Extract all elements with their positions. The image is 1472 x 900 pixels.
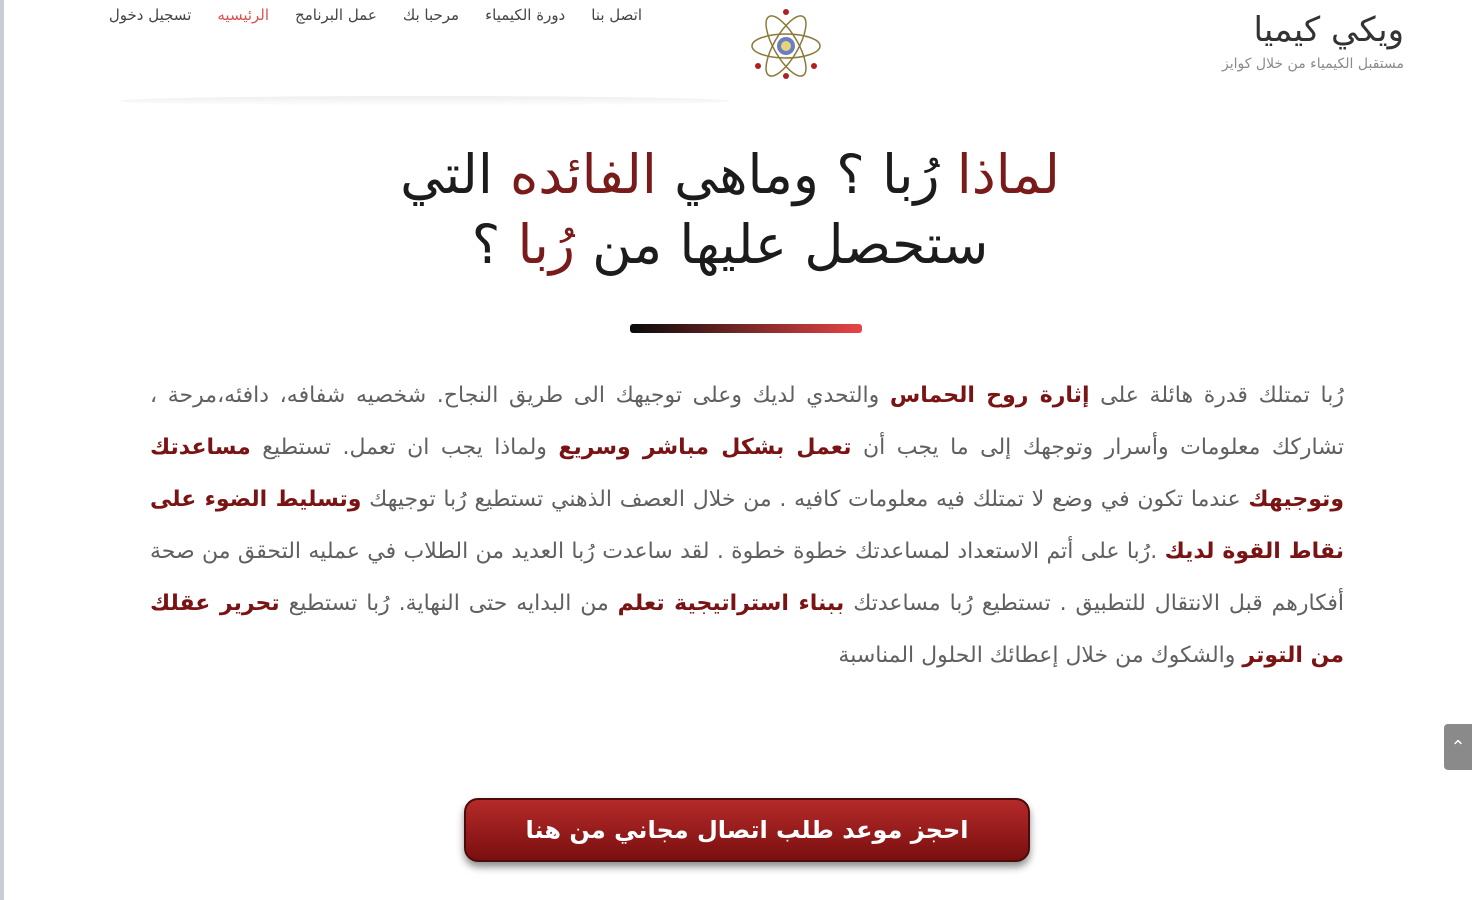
scroll-to-top-button[interactable] [1444,724,1472,770]
headline-line-1 [240,140,1220,210]
brand[interactable] [1222,10,1404,72]
site-tagline: مستقبل الكيمياء من خلال كوايز [1222,56,1404,72]
headline-text: رُبا ؟ وماهي [656,143,957,206]
headline-accent-benefit: الفائده [510,143,657,206]
headline-line-2 [240,210,1220,280]
nav-item-home[interactable]: الرئيسيه [217,6,270,24]
nav-item-welcome[interactable]: مرحبا بك [402,6,460,24]
headline-text: التي [400,143,510,206]
chevron-up-icon: ⌃ [1450,736,1466,758]
body-highlight: تعمل بشكل مباشر وسريع [558,435,852,460]
nav-item-chemistry-course[interactable]: دورة الكيمياء [485,6,566,24]
body-text: .رُبا على أتم الاستعداد لمساعدتك خطوة خطوة . لقد ساعدت رُبا العديد من الطلاب في عمليه التحقق من صحة أفكارهم قبل الانتقال للتطبيق . تستطيع رُبا مساعدتك [150,539,1344,616]
window-left-edge [0,0,4,900]
header-shadow [120,96,730,106]
body-text: ولماذا يجب ان تعمل. تستطيع [250,435,559,460]
body-highlight: مساعدتك وتوجيهك [150,435,1344,512]
nav-item-login[interactable]: تسجيل دخول [108,6,192,24]
nav-item-how-it-works[interactable]: عمل البرنامج [295,6,377,24]
body-highlight: وتسليط الضوء على نقاط القوة لديك [150,487,1345,564]
description-paragraph [150,370,1344,682]
headline-text: ستحصل عليها من [575,213,989,276]
headline-text: ؟ [471,213,518,276]
book-free-call-button[interactable]: احجز موعد طلب اتصال مجاني من هنا [464,798,1030,862]
body-text: والشكوك من خلال إعطائك الحلول المناسبة [838,643,1243,668]
page-headline [240,140,1220,280]
body-text: من البدايه حتى النهاية. رُبا تستطيع [279,591,618,616]
body-highlight: إثارة روح الحماس [889,383,1090,408]
section-divider [630,324,862,333]
nav-item-contact[interactable]: اتصل بنا [591,6,642,24]
body-text: عندما تكون في وضع لا تمتلك فيه معلومات كافيه . من خلال العصف الذهني تستطيع رُبا توجيهك [361,487,1249,512]
body-highlight: ببناء استراتيجية تعلم [617,591,845,616]
atom-logo-icon[interactable] [748,8,824,84]
top-nav [4,0,642,30]
body-highlight: تحرير عقلك من التوتر [150,591,1344,668]
body-text: والتحدي لديك وعلى توجيهك الى طريق النجاح. شخصيه شفافه، دافئه،مرحة ، تشاركك معلومات وأسرار وتوجهك إلى ما يجب أن [150,383,1344,460]
site-title: ويكي كيميا [1253,10,1404,50]
body-text: رُبا تمتلك قدرة هائلة على [1089,383,1344,408]
headline-accent-ruba: رُبا [517,213,575,276]
headline-accent-why: لماذا [956,143,1060,206]
